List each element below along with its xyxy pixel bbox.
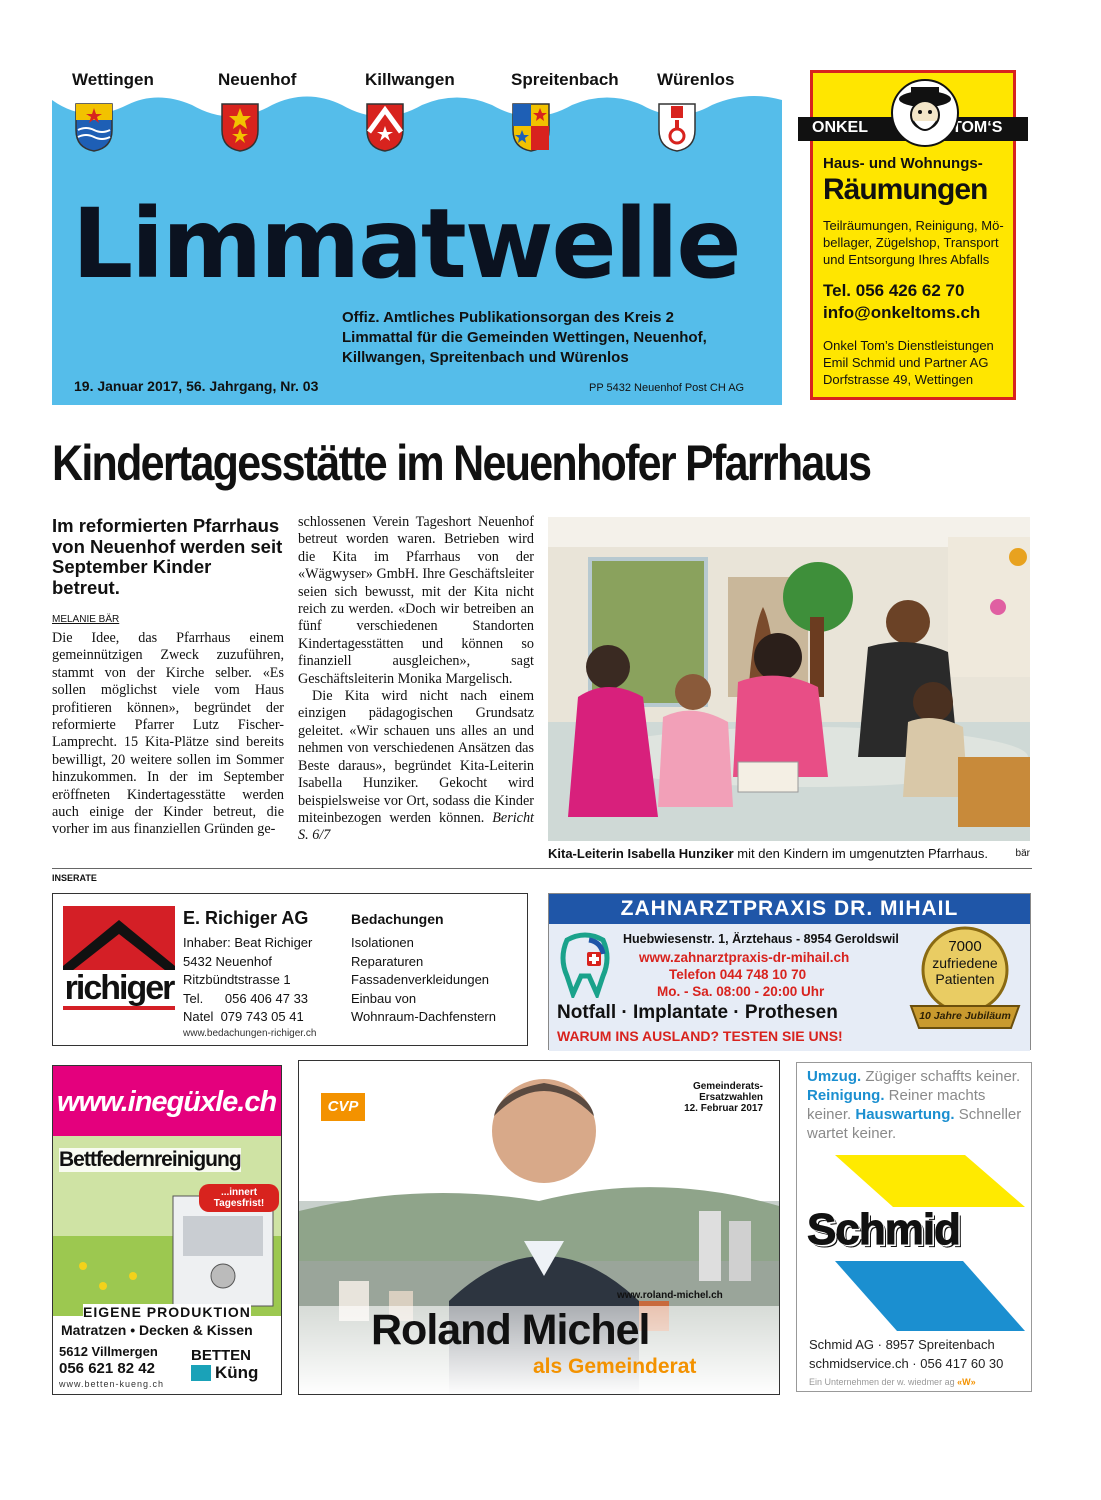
wettingen-crest-icon: [74, 102, 114, 152]
service-line: Teilräumungen, Reinigung, Mö-: [823, 218, 1004, 233]
kueng-title: Bettfedernreinigung: [59, 1148, 241, 1171]
schmid-logo: Schmid: [807, 1205, 960, 1254]
election-line: Ersatzwahlen: [699, 1092, 763, 1103]
caption-rest: mit den Kindern im umgenutzten Pfarrhaus.: [733, 846, 989, 861]
richiger-logo-text: richiger: [64, 969, 174, 1007]
tom-line2: Räumungen: [823, 173, 988, 206]
masthead-info: [342, 308, 762, 368]
footer-line: Dorfstrasse 49, Wettingen: [823, 372, 974, 387]
photo-credit: bär: [1015, 848, 1030, 859]
schmid-slogan: [807, 1067, 1023, 1143]
service-line: und Entsorgung Ihres Abfalls: [823, 252, 990, 267]
election-line: 12. Februar 2017: [684, 1103, 763, 1114]
richiger-company: E. Richiger AG: [183, 908, 309, 928]
zahnarzt-slogan: WARUM INS AUSLAND? TESTEN SIE UNS!: [557, 1028, 843, 1044]
info-line: Limmattal für die Gemeinden Wettingen, Neuenhof,: [342, 329, 707, 346]
slogan-keyword: Umzug.: [807, 1068, 862, 1085]
schmid-address: Schmid AG · 8957 Spreitenbach: [809, 1337, 995, 1352]
photo-caption: [548, 846, 1030, 861]
schmid-yellow-shape-icon: [835, 1155, 1025, 1207]
zahnarzt-phone[interactable]: Telefon 044 748 10 70: [669, 967, 807, 982]
schmid-contact[interactable]: schmidservice.ch · 056 417 60 30: [809, 1356, 1004, 1371]
town-killwangen: Killwangen: [365, 70, 455, 89]
schmid-footer-text: Ein Unternehmen der w. wiedmer ag: [809, 1377, 955, 1387]
town-spreitenbach: Spreitenbach: [511, 70, 619, 89]
town-neuenhof: Neuenhof: [218, 70, 297, 89]
article-column-1: Die Idee, das Pfarrhaus einem gemeinnützigen Zweck zuzuführen, stammt von der Kirche selber. «Es sollen möglichst viele vom Haus profitieren können», begründet der reformierte Pfarrer Lutz Fischer-Lamprecht. 15 Kita-Plätze sind bereits bewilligt, 20 weitere sollen im Sommer hinzukommen. In der im September eröffneten Kindertagesstätte werden auch einige der Kinder betreut, die vorher im aus finanziellen Gründen ge-: [52, 630, 284, 838]
tom-email[interactable]: info@onkeltoms.ch: [823, 303, 981, 322]
address-line: Natel 079 743 05 41: [183, 1009, 304, 1024]
section-label: INSERATE: [52, 873, 97, 883]
issue-date: 19. Januar 2017, 56. Jahrgang, Nr. 03: [74, 378, 319, 394]
kueng-web[interactable]: www.betten-kueng.ch: [59, 1379, 165, 1389]
zahnarzt-address: Huebwiesenstr. 1, Ärztehaus - 8954 Geroldswil: [623, 932, 899, 946]
zahnarzt-services: Notfall · Implantate · Prothesen: [557, 1002, 838, 1023]
column-2-paragraph: [298, 688, 534, 845]
badge-line: zufriedene: [932, 955, 998, 971]
tom-services: [823, 217, 1013, 268]
betten-kueng-ad[interactable]: [52, 1065, 282, 1395]
article-lead: Im reformierten Pfarrhaus von Neuenhof werden seit September Kinder betreut.: [52, 515, 283, 598]
service-line: Fassadenverkleidungen: [351, 972, 490, 987]
tom-footer: [823, 337, 994, 388]
richiger-services: [351, 934, 496, 1027]
footer-line: Onkel Tom’s Dienstleistungen: [823, 338, 994, 353]
kueng-products: Matratzen • Decken & Kissen: [61, 1322, 253, 1338]
town-wuerenlos: Würenlos: [657, 70, 735, 89]
cvp-web[interactable]: www.roland-michel.ch: [617, 1290, 723, 1301]
article-headline: Kindertagesstätte im Neuenhofer Pfarrhaus: [52, 435, 871, 491]
section-divider: [52, 868, 1032, 869]
service-line: Isolationen: [351, 935, 414, 950]
address-line: Inhaber: Beat Richiger: [183, 935, 313, 950]
tom-phone[interactable]: Tel. 056 426 62 70: [823, 281, 965, 300]
kueng-phone[interactable]: 056 621 82 42: [59, 1360, 155, 1377]
service-line: bellager, Zügelshop, Transport: [823, 235, 999, 250]
onkel-tom-portrait-icon: [891, 79, 959, 147]
kueng-city: 5612 Villmergen: [59, 1344, 158, 1359]
cvp-logo: CVP: [321, 1093, 365, 1121]
wiedmer-mark-icon: «W»: [957, 1377, 976, 1387]
zahnarzt-ad[interactable]: [548, 893, 1031, 1050]
address-line: Tel. 056 406 47 33: [183, 990, 309, 1006]
tom-line1: Haus- und Wohnungs-: [823, 155, 983, 172]
jubilee-badge-text: [925, 939, 1005, 987]
schmid-blue-shape-icon: [835, 1261, 1025, 1331]
schmid-footer: [809, 1377, 976, 1387]
article-photo: [548, 517, 1030, 841]
richiger-category: Bedachungen: [351, 911, 444, 927]
info-line: Offiz. Amtliches Publikationsorgan des Kreis 2: [342, 309, 675, 326]
slogan-text: Reiner machts keiner.: [807, 1087, 986, 1123]
service-line: Reparaturen: [351, 953, 424, 969]
kueng-logo-bottom: Küng: [215, 1363, 259, 1382]
footer-line: Emil Schmid und Partner AG: [823, 355, 989, 370]
jubilee-ribbon: 10 Jahre Jubiläum: [919, 1010, 1011, 1022]
postal-info: PP 5432 Neuenhof Post CH AG: [589, 382, 745, 394]
kueng-bubble: ...innert Tagesfrist!: [199, 1184, 279, 1212]
address-line: 5432 Neuenhof: [183, 953, 272, 969]
cvp-election-info: [669, 1081, 763, 1114]
newspaper-title: Limmatwelle: [72, 188, 740, 300]
election-line: Gemeinderats-: [692, 1081, 763, 1092]
richiger-ad[interactable]: [52, 893, 528, 1046]
wuerenlos-crest-icon: [657, 102, 697, 152]
see-also-ref: Bericht S. 6/7: [298, 809, 534, 844]
badge-line: 7000: [948, 938, 982, 955]
article-byline: MELANIE BÄR: [52, 614, 120, 625]
caption-bold: Kita-Leiterin Isabella Hunziker: [548, 846, 734, 861]
brand-right: TOM‘S: [952, 119, 1003, 136]
slogan-text: Zügiger schaffts keiner.: [861, 1068, 1021, 1085]
badge-line: Patienten: [935, 971, 995, 987]
richiger-address: [183, 934, 312, 1027]
spreitenbach-crest-icon: [511, 102, 551, 152]
slogan-keyword: Reinigung.: [807, 1087, 885, 1104]
column-2-part-a: schlossenen Verein Tageshort Neuenhof betreut worden waren. Betrieben wird die Kita im Pfarrhaus von der «Wägwyser» GmbH. Ihre Geschäftsleiter seien sich bewusst, mit der Kita nicht reich zu werden. «Doch wir betreiben an fünf verschiedenen Standorten Kindertagesstätten und können so finanziell ausgleichen», sagt Geschäftsleiterin Monika Margelisch.: [298, 514, 534, 687]
zahnarzt-web[interactable]: www.zahnarztpraxis-dr-mihail.ch: [639, 950, 850, 965]
town-wettingen: Wettingen: [72, 70, 154, 89]
article-column-2: [298, 514, 534, 845]
brand-left: ONKEL: [812, 119, 868, 136]
info-line: Killwangen, Spreitenbach und Würenlos: [342, 349, 629, 366]
kueng-logo-block-icon: [191, 1365, 211, 1381]
slogan-keyword: Hauswartung.: [855, 1106, 955, 1123]
richiger-web[interactable]: www.bedachungen-richiger.ch: [183, 1028, 317, 1039]
cvp-candidate-name: Roland Michel: [371, 1306, 650, 1354]
schmid-ad[interactable]: [796, 1062, 1032, 1392]
slogan-text: Schneller wartet keiner.: [807, 1106, 1022, 1142]
tooth-logo-icon: [557, 932, 613, 998]
kueng-logo-top: BETTEN: [191, 1347, 251, 1364]
column-2-part-b: Die Kita wird nicht nach einem einzigen pädagogischen Grundsatz geleitet. «Wir schauen uns alles an und nehmen von verschiedenen Ansätzen das Beste daraus», begründet Kita-Leiterin Isabella Hunziker. Gekocht wird beispielsweise vor Ort, sodass die Kinder miteinbezogen werden können.: [298, 688, 534, 826]
kueng-production: EIGENE PRODUKTION: [83, 1304, 251, 1320]
masthead: [52, 70, 782, 405]
address-line: Ritzbündtstrasse 1: [183, 972, 291, 987]
zahnarzt-hours: Mo. - Sa. 08:00 - 20:00 Uhr: [657, 984, 825, 999]
cvp-candidate-role: als Gemeinderat: [533, 1355, 697, 1378]
service-line: Wohnraum-Dachfenstern: [351, 1009, 496, 1024]
killwangen-crest-icon: [365, 102, 405, 152]
cvp-election-ad[interactable]: [298, 1060, 780, 1395]
service-line: Einbau von: [351, 990, 417, 1006]
neuenhof-crest-icon: [220, 102, 260, 152]
onkel-toms-ad[interactable]: [810, 70, 1016, 400]
zahnarzt-title: ZAHNARZTPRAXIS DR. MIHAIL: [549, 894, 1030, 924]
kueng-brand[interactable]: www.inegüxle.ch: [57, 1086, 277, 1118]
